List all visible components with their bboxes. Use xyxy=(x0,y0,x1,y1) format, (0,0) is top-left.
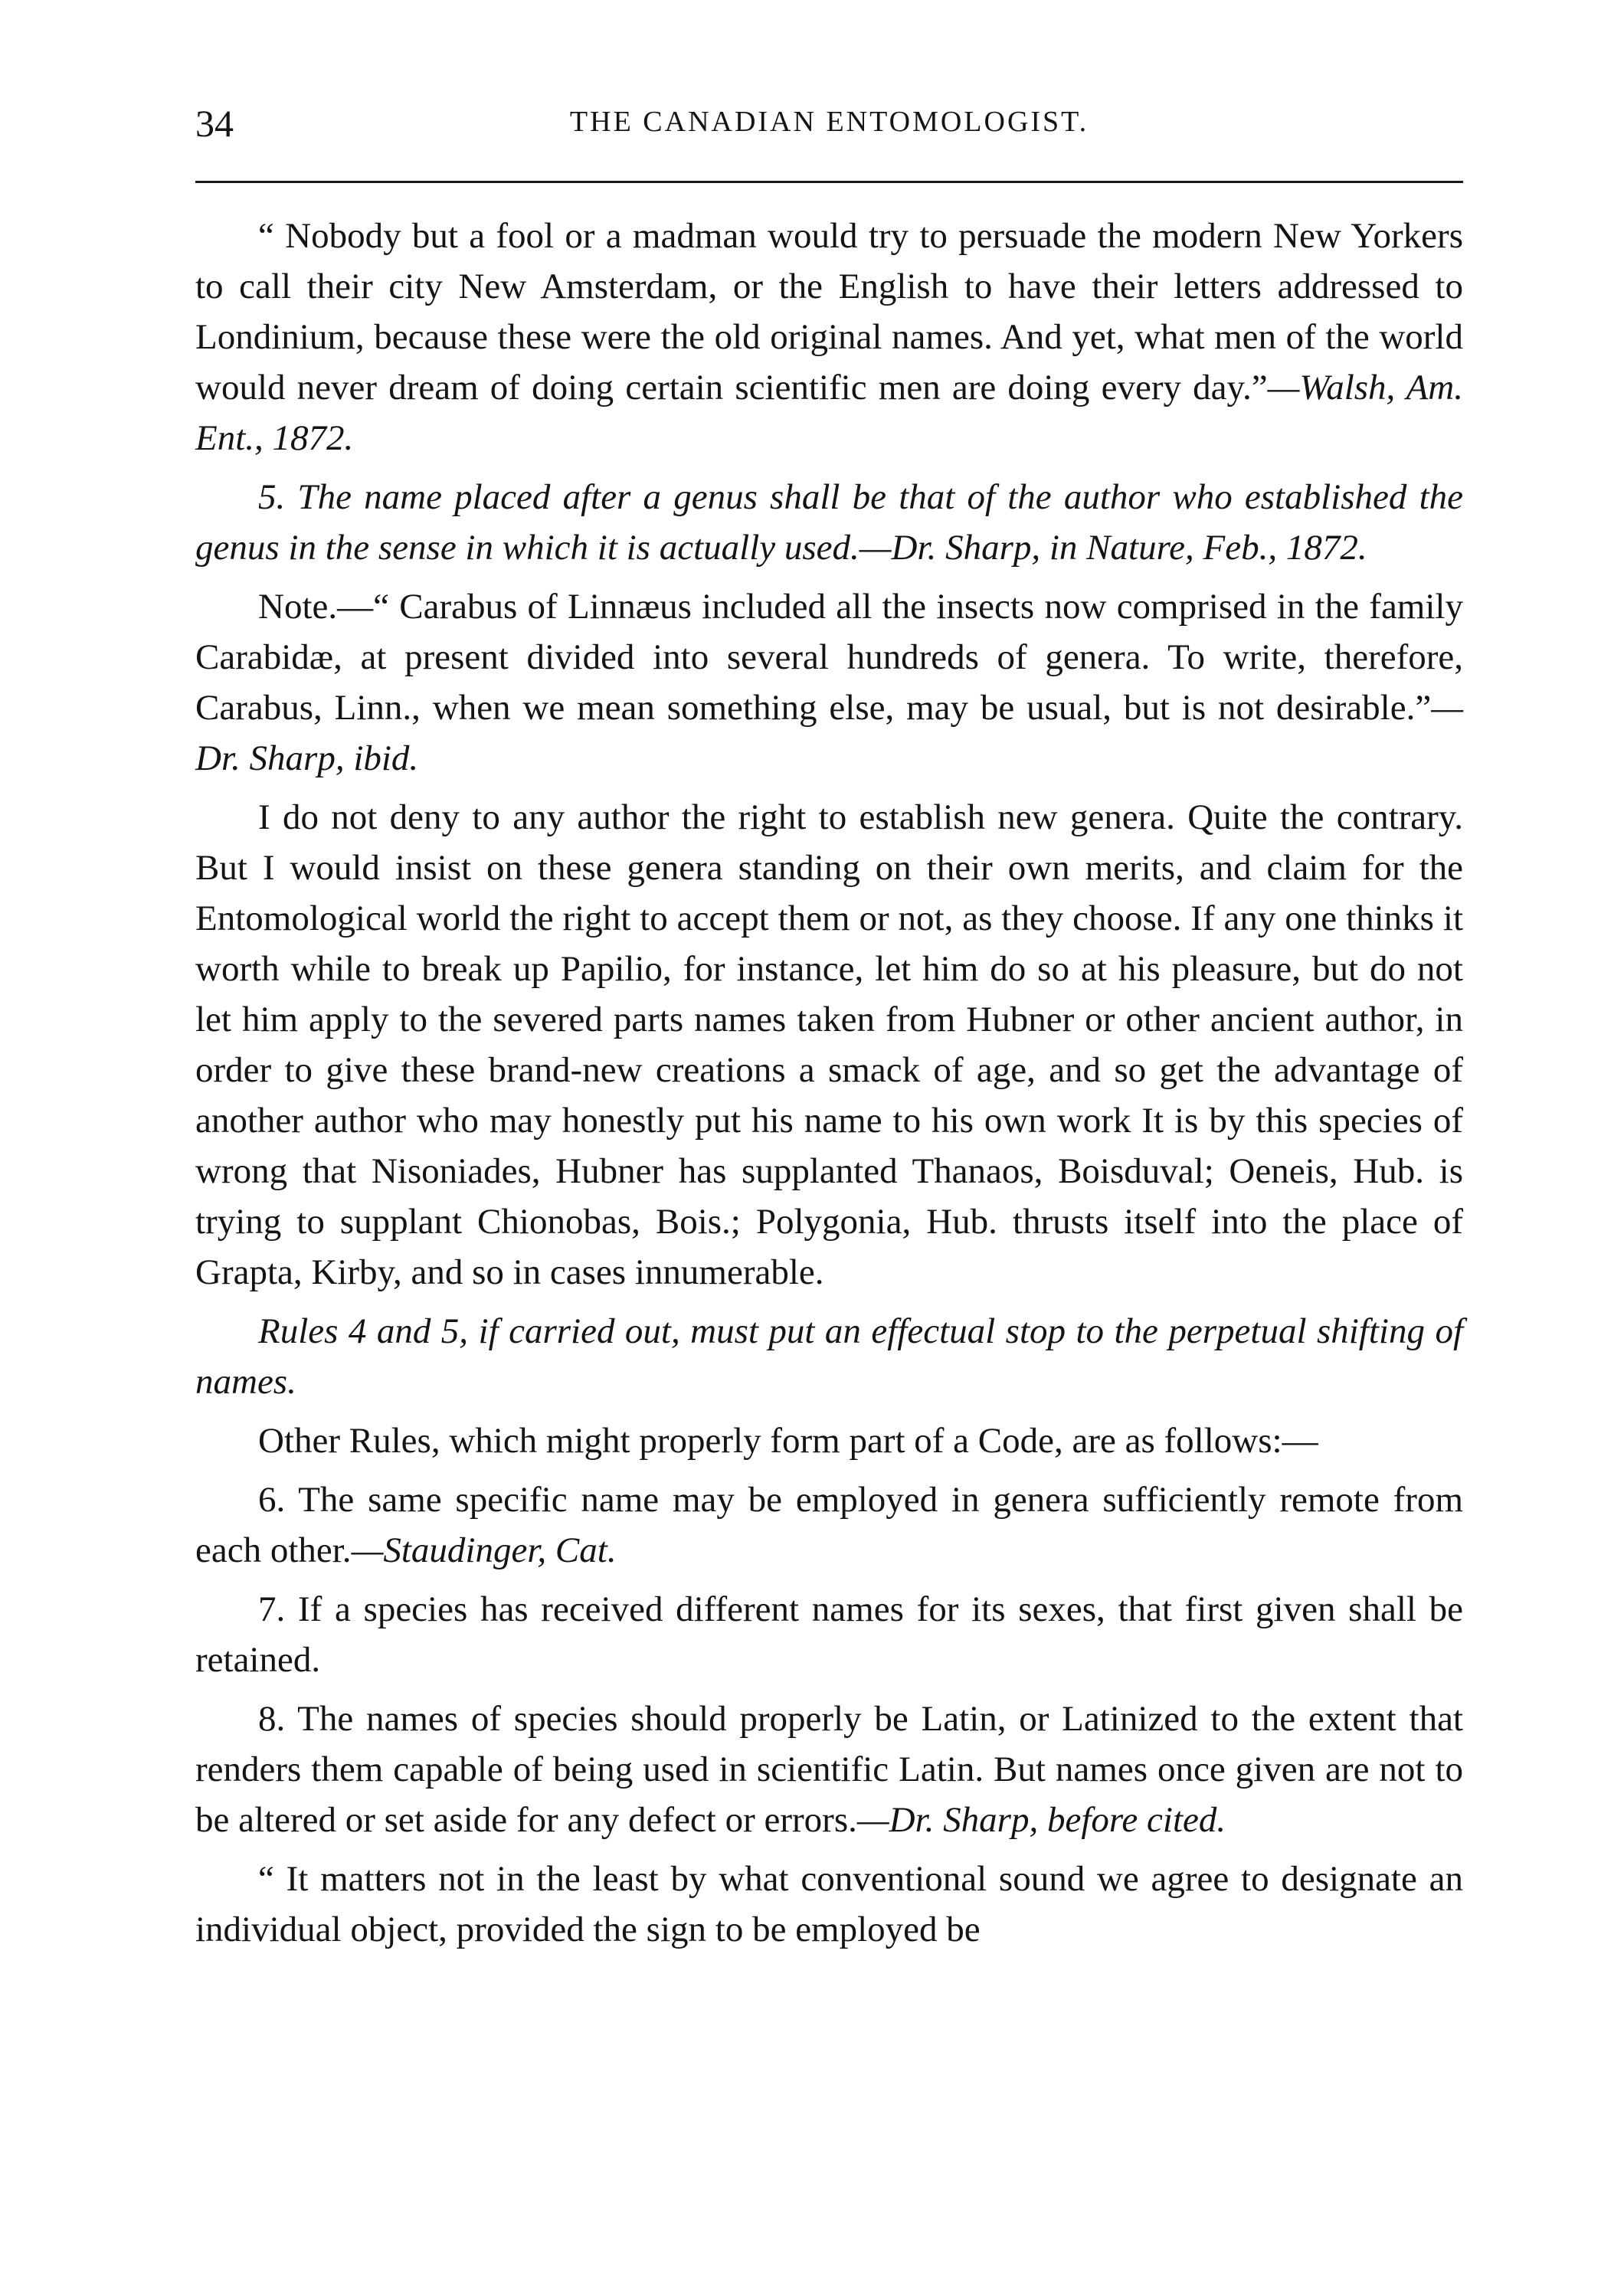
paragraph-1: “ Nobody but a fool or a madman would try to persuade the modern New Yorkers to call their city New Amsterdam, or the English to have their letters addressed to Londinium, because these were the old original names. And yet, what men of the world would never dream of doing certain scientific men are doing every day.”—Walsh, Am. Ent., 1872. xyxy=(195,216,1464,458)
page-header xyxy=(195,101,1463,147)
citation-9: —Dr. Sharp, before cited. xyxy=(856,1800,1226,1840)
citation-1: —Walsh, Am. Ent., 1872. xyxy=(195,368,1464,458)
paragraph-6: Other Rules, which might properly form part of a Code, are as follows:— xyxy=(258,1421,1318,1461)
citation-3: —Dr. Sharp, ibid. xyxy=(195,688,1463,778)
body-text xyxy=(195,211,1463,1963)
paragraph-8: 7. If a species has received different names for its sexes, that first given shall be retained. xyxy=(195,1589,1463,1680)
paragraph-5: Rules 4 and 5, if carried out, must put an effectual stop to the perpetual shifting of names. xyxy=(195,1311,1463,1402)
paragraph-2: 5. The name placed after a genus shall be that of the author who established the genus in the sense in which it is actually used.—Dr. Sharp, in Nature, Feb., 1872. xyxy=(195,477,1463,568)
header-rule xyxy=(195,181,1463,183)
paragraph-7: 6. The same specific name may be employed in genera sufficiently remote from each other.—Staudinger, Cat. xyxy=(195,1480,1463,1570)
page-number: 34 xyxy=(195,102,234,145)
running-title: THE CANADIAN ENTOMOLOGIST. xyxy=(569,106,1089,138)
paragraph-10: “ It matters not in the least by what conventional sound we agree to designate an individual object, provided the sign to be employed be xyxy=(195,1859,1463,1949)
paragraph-4: I do not deny to any author the right to establish new genera. Quite the contrary. But I would insist on these genera standing on their own merits, and claim for the Entomological world the right to accept them or not, as they choose. If any one thinks it worth while to break up Papilio, for instance, let him do so at his pleasure, but do not let him apply to the severed parts names taken from Hubner or other ancient author, in order to give these brand-new creations a smack of age, and so get the advantage of another author who may honestly put his name to his own work It is by this species of wrong that Nisoniades, Hubner has supplanted Thanaos, Boisduval; Oeneis, Hub. is trying to supplant Chionobas, Bois.; Polygonia, Hub. thrusts itself into the place of Grapta, Kirby, and so in cases innumerable. xyxy=(195,797,1463,1292)
paragraph-9: 8. The names of species should properly be Latin, or Latinized to the extent that renders them capable of being used in scientific Latin. But names once given are not to be altered or set aside for any defect or errors.—Dr. Sharp, before cited. xyxy=(195,1699,1463,1840)
citation-7: —Staudinger, Cat. xyxy=(351,1530,617,1570)
paragraph-3: Note.—“ Carabus of Linnæus included all the insects now comprised in the family Carabidæ, at present divided into several hundreds of genera. To write, therefore, Carabus, Linn., when we mean something else, may be usual, but is not desirable.”—Dr. Sharp, ibid. xyxy=(195,587,1463,778)
